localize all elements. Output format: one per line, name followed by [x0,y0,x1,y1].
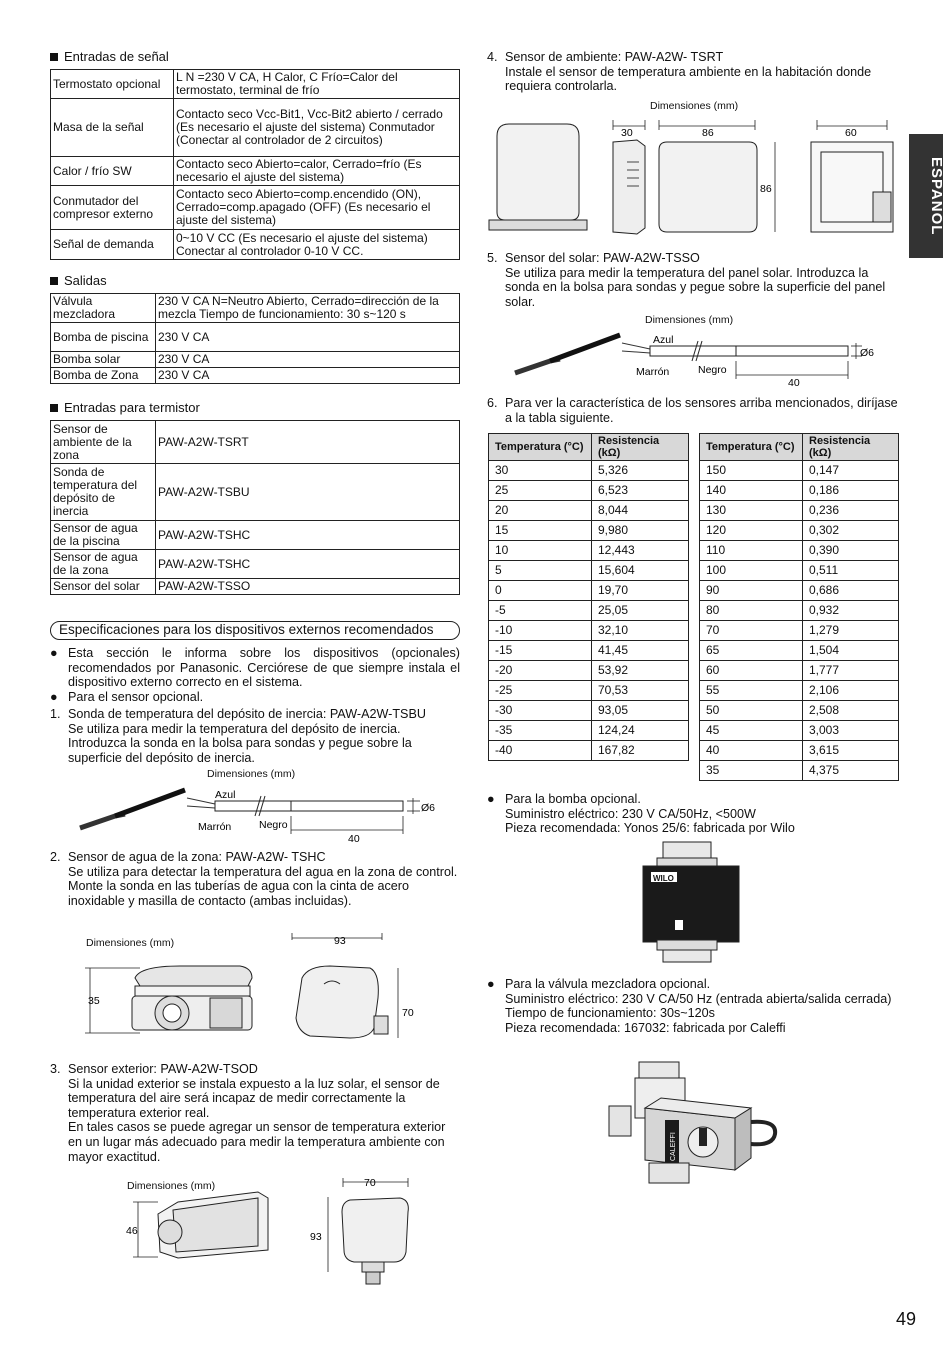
item-body: Monte la sonda en las tuberías de agua con la cinta de acero inoxidable y masilla de contacto (ambas incluidas). [68,879,409,908]
table-row [489,461,689,481]
resistance-cell: 0,932 [803,601,899,621]
list-item [50,690,460,705]
signal-inputs-title-text: Entradas de señal [64,49,169,64]
table-value: PAW-A2W-TSHC [156,521,460,550]
spec-heading [50,621,460,640]
resistance-cell: 8,044 [592,501,689,521]
temp-cell: -20 [489,661,592,681]
temp-cell: 120 [700,521,803,541]
table-row [700,581,899,601]
table-value: Contacto seco Abierto=comp.encendido (ON), Cerrado=comp.apagado (OFF) (Es necesario el ajuste del sistema) [174,186,460,230]
table-value: PAW-A2W-TSHC [156,550,460,579]
temp-cell: -25 [489,681,592,701]
temp-cell: 0 [489,581,592,601]
table-row [51,70,460,99]
temp-cell: 25 [489,481,592,501]
table-row [700,681,899,701]
table-header-row [489,434,689,461]
square-bullet-icon [50,277,58,285]
table-row [489,681,689,701]
table-row [700,661,899,681]
table-value: 230 V CA N=Neutro Abierto, Cerrado=dirección de la mezcla Tiempo de funcionamiento: 30 s~120 s [156,294,460,323]
resistance-cell: 6,523 [592,481,689,501]
table-row [489,501,689,521]
table-key: Sensor de ambiente de la zona [51,421,156,464]
resistance-cell: 19,70 [592,581,689,601]
item-number: 4. [487,50,498,64]
marron-label: Marrón [198,821,232,833]
list-item [50,850,460,865]
outputs-table [50,293,460,384]
res-header: Resistencia (kΩ) [803,434,899,461]
temp-cell: 45 [700,721,803,741]
list-item [487,396,899,425]
width-label: 93 [334,935,346,947]
depth-label-30: 30 [621,127,633,139]
thermistor-table-left [488,433,689,761]
square-bullet-icon [50,53,58,61]
table-key: Calor / frío SW [51,157,174,186]
resistance-cell: 0,236 [803,501,899,521]
resistance-cell: 0,186 [803,481,899,501]
resistance-cell: 0,302 [803,521,899,541]
list-item [50,646,460,690]
dimensions-label: Dimensiones (mm) [650,100,739,112]
page-number: 49 [896,1309,917,1329]
list-item [487,251,899,266]
height-label: 35 [88,995,100,1007]
table-row [700,501,899,521]
item-number: 3. [50,1062,61,1076]
table-row [489,481,689,501]
resistance-cell: 167,82 [592,741,689,761]
table-row [51,294,460,323]
table-row [51,579,460,595]
temp-cell: 35 [700,761,803,781]
temp-cell: 60 [700,661,803,681]
table-row [489,561,689,581]
resistance-cell: 0,390 [803,541,899,561]
item-3 [50,1062,460,1164]
table-row [700,701,899,721]
resistance-cell: 2,508 [803,701,899,721]
bullet-icon: ● [487,977,495,991]
table-row [51,521,460,550]
table-row [489,701,689,721]
resistance-cell: 12,443 [592,541,689,561]
table-row [700,541,899,561]
item-4 [487,50,899,94]
valve-part: Pieza recomendada: 167032: fabricada por Caleffi [505,1020,786,1035]
width-label-60: 60 [845,127,857,139]
item-1 [50,707,460,765]
azul-label: Azul [215,789,236,801]
item-title: Sensor de agua de la zona: PAW-A2W- TSHC [68,850,326,864]
table-row [51,323,460,352]
table-key: Sensor de agua de la piscina [51,521,156,550]
temp-cell: 100 [700,561,803,581]
resistance-cell: 1,777 [803,661,899,681]
table-row [51,352,460,368]
table-row [700,521,899,541]
table-row [489,581,689,601]
spec-heading-text: Especificaciones para los dispositivos externos recomendados [59,622,434,637]
resistance-cell: 4,375 [803,761,899,781]
language-tab-label: ESPAÑOL [928,156,945,236]
table-row [700,601,899,621]
table-value: 230 V CA [156,368,460,384]
resistance-cell: 93,05 [592,701,689,721]
dimensions-label: Dimensiones (mm) [86,937,175,949]
list-item [487,977,899,992]
table-key: Sensor de agua de la zona [51,550,156,579]
temp-cell: 80 [700,601,803,621]
item-title: Sonda de temperatura del depósito de inercia: PAW-A2W-TSBU [68,707,426,721]
temp-cell: 40 [700,741,803,761]
bullet-icon: ● [487,792,495,806]
temp-cell: 50 [700,701,803,721]
pump-part: Pieza recomendada: Yonos 25/6: fabricada por Wilo [505,821,795,836]
table-key: Sonda de temperatura del depósito de inercia [51,464,156,521]
height-label-86: 86 [760,183,772,195]
diameter-label: Ø6 [421,802,436,814]
table-value: 0~10 V CC (Es necesario el ajuste del sistema) Conectar al controlador 0-10 V CC. [174,230,460,260]
temp-cell: 5 [489,561,592,581]
item-body: Si la unidad exterior se instala expuesto a la luz solar, el sensor de temperatura del aire será incapaz de medir correctamente la temperatura exterior real. [68,1076,440,1120]
resistance-cell: 9,980 [592,521,689,541]
dimensions-label: Dimensiones (mm) [207,768,296,780]
negro-label: Negro [698,364,727,376]
table-key: Sensor del solar [51,579,156,595]
resistance-cell: 5,326 [592,461,689,481]
item-6 [487,396,899,425]
table-key: Bomba solar [51,352,156,368]
table-row [51,157,460,186]
table-row [700,461,899,481]
table-row [489,721,689,741]
temp-cell: 15 [489,521,592,541]
resistance-cell: 1,279 [803,621,899,641]
thermistor-table-right [699,433,899,781]
temp-cell: -15 [489,641,592,661]
item-title: Sensor de ambiente: PAW-A2W- TSRT [505,50,724,64]
temp-cell: 90 [700,581,803,601]
marron-label: Marrón [636,366,670,378]
resistance-cell: 32,10 [592,621,689,641]
table-key: Termostato opcional [51,70,174,99]
item-body: Se utiliza para medir la temperatura del depósito de inercia. Introduzca la sonda en la bolsa para sondas y pegue sobre la superficie del depósito de inercia. [68,721,412,765]
item-body: Se utiliza para medir la temperatura del panel solar. Introduzca la sonda en la bolsa para sondas y pegue sobre la superficie del panel solar. [505,265,886,309]
wilo-pump-illustration [635,840,745,965]
language-tab [909,134,943,258]
table-value: PAW-A2W-TSSO [156,579,460,595]
diameter-label: Ø6 [860,347,875,359]
pump-title: Para la bomba opcional. [505,792,641,806]
resistance-cell: 124,24 [592,721,689,741]
table-row [700,621,899,641]
table-row [489,641,689,661]
table-key: Masa de la señal [51,99,174,157]
temp-header: Temperatura (°C) [700,434,803,461]
table-value: 230 V CA [156,323,460,352]
table-row [51,464,460,521]
item-title: Sensor del solar: PAW-A2W-TSSO [505,251,700,265]
item-title: Sensor exterior: PAW-A2W-TSOD [68,1062,258,1076]
bullet-icon: ● [50,689,58,704]
table-header-row [700,434,899,461]
table-value: L N =230 V CA, H Calor, C Frío=Calor del termostato, terminal de frío [174,70,460,99]
width-label-70: 70 [364,1177,376,1189]
temp-cell: -40 [489,741,592,761]
temp-cell: 150 [700,461,803,481]
item-body: Para ver la característica de los sensores arriba mencionados, diríjase a la tabla siguiente. [505,396,898,425]
table-row [51,421,460,464]
temp-cell: -35 [489,721,592,741]
caleffi-valve-illustration [605,1058,785,1188]
temp-header: Temperatura (°C) [489,434,592,461]
length-label: 40 [348,833,360,845]
item-5 [487,251,899,309]
table-row [51,230,460,260]
item-body: En tales casos se puede agregar un sensor de temperatura exterior en un lugar más adecuado para medir la temperatura ambiente con mayor exactitud. [68,1120,446,1164]
item-number: 6. [487,396,498,410]
table-row [489,601,689,621]
temp-cell: 55 [700,681,803,701]
temp-cell: 130 [700,501,803,521]
table-row [700,481,899,501]
resistance-cell: 0,511 [803,561,899,581]
list-item [50,1062,460,1077]
table-row [51,550,460,579]
temp-cell: 110 [700,541,803,561]
valve-time: Tiempo de funcionamiento: 30s~120s [505,1006,715,1021]
thermistor-inputs-title-text: Entradas para termistor [64,400,200,415]
temp-cell: 30 [489,461,592,481]
room-sensor-diagram [487,116,899,246]
probe-diagram-5 [510,325,890,391]
table-row [489,541,689,561]
table-row [700,741,899,761]
table-value: Contacto seco Vcc-Bit1, Vcc-Bit2 abierto / cerrado (Es necesario el ajuste del sistema) Conmutador (Conectar al controlador de 2 circuitos) [174,99,460,157]
temp-cell: 65 [700,641,803,661]
dimensions-label: Dimensiones (mm) [645,314,734,326]
table-key: Conmutador del compresor externo [51,186,174,230]
bullet-text: Para el sensor opcional. [68,689,204,704]
height-label-70: 70 [402,1007,414,1019]
outdoor-sensor-diagram [118,1172,418,1292]
item-2 [50,850,460,908]
table-row [700,641,899,661]
height-label-93: 93 [310,1231,322,1243]
table-value: PAW-A2W-TSRT [156,421,460,464]
res-header: Resistencia (kΩ) [592,434,689,461]
negro-label: Negro [259,819,288,831]
list-item [50,707,460,722]
square-bullet-icon [50,404,58,412]
dimensions-label: Dimensiones (mm) [127,1180,216,1192]
outputs-title [50,274,460,289]
pump-power: Suministro eléctrico: 230 V CA/50Hz, <500W [505,806,756,821]
table-row [51,186,460,230]
pump-section [487,792,899,836]
temp-cell: 140 [700,481,803,501]
resistance-cell: 2,106 [803,681,899,701]
caleffi-logo-text: CALEFFI [670,1132,677,1161]
wilo-logo-text: WILO [653,874,674,883]
azul-label: Azul [653,334,674,346]
height-label-46: 46 [126,1225,138,1237]
resistance-cell: 15,604 [592,561,689,581]
table-row [489,621,689,641]
table-key: Válvula mezcladora [51,294,156,323]
thermistor-inputs-title [50,401,460,416]
resistance-cell: 70,53 [592,681,689,701]
table-value: 230 V CA [156,352,460,368]
width-label-86: 86 [702,127,714,139]
bullet-text: Esta sección le informa sobre los dispositivos (opcionales) recomendados por Panasonic. Cerciórese de que siempre instala el dispositivo externo correcto en el sistema. [68,646,460,690]
item-body: Se utiliza para detectar la temperatura del agua en la zona de control. [68,864,458,879]
temp-cell: -30 [489,701,592,721]
outputs-title-text: Salidas [64,273,107,288]
table-key: Bomba de Zona [51,368,156,384]
resistance-cell: 41,45 [592,641,689,661]
table-value: PAW-A2W-TSBU [156,464,460,521]
intro-bullets [50,646,460,704]
item-number: 2. [50,850,61,864]
item-number: 1. [50,707,61,721]
resistance-cell: 0,686 [803,581,899,601]
temp-cell: 10 [489,541,592,561]
table-row [489,521,689,541]
table-row [51,368,460,384]
temp-cell: -10 [489,621,592,641]
temp-cell: -5 [489,601,592,621]
thermistor-inputs-table [50,420,460,595]
table-row [700,721,899,741]
valve-power: Suministro eléctrico: 230 V CA/50 Hz (entrada abierta/salida cerrada) [505,991,892,1006]
temp-cell: 20 [489,501,592,521]
valve-section [487,977,899,1035]
list-item [487,792,899,807]
resistance-cell: 3,003 [803,721,899,741]
resistance-cell: 25,05 [592,601,689,621]
zone-water-sensor-diagram [80,928,420,1048]
signal-inputs-title [50,50,460,65]
table-row [700,761,899,781]
resistance-cell: 0,147 [803,461,899,481]
bullet-icon: ● [50,646,58,660]
table-row [700,561,899,581]
table-key: Señal de demanda [51,230,174,260]
resistance-cell: 1,504 [803,641,899,661]
table-row [489,661,689,681]
valve-title: Para la válvula mezcladora opcional. [505,977,711,991]
list-item [487,50,899,65]
table-row [51,99,460,157]
table-row [489,741,689,761]
item-number: 5. [487,251,498,265]
probe-diagram-1 [75,780,455,846]
resistance-cell: 53,92 [592,661,689,681]
temp-cell: 70 [700,621,803,641]
table-value: Contacto seco Abierto=calor, Cerrado=frío (Es necesario el ajuste del sistema) [174,157,460,186]
length-label: 40 [788,377,800,389]
signal-inputs-table [50,69,460,260]
item-body: Instale el sensor de temperatura ambiente en la habitación donde requiera controlarla. [505,64,872,94]
resistance-cell: 3,615 [803,741,899,761]
table-key: Bomba de piscina [51,323,156,352]
